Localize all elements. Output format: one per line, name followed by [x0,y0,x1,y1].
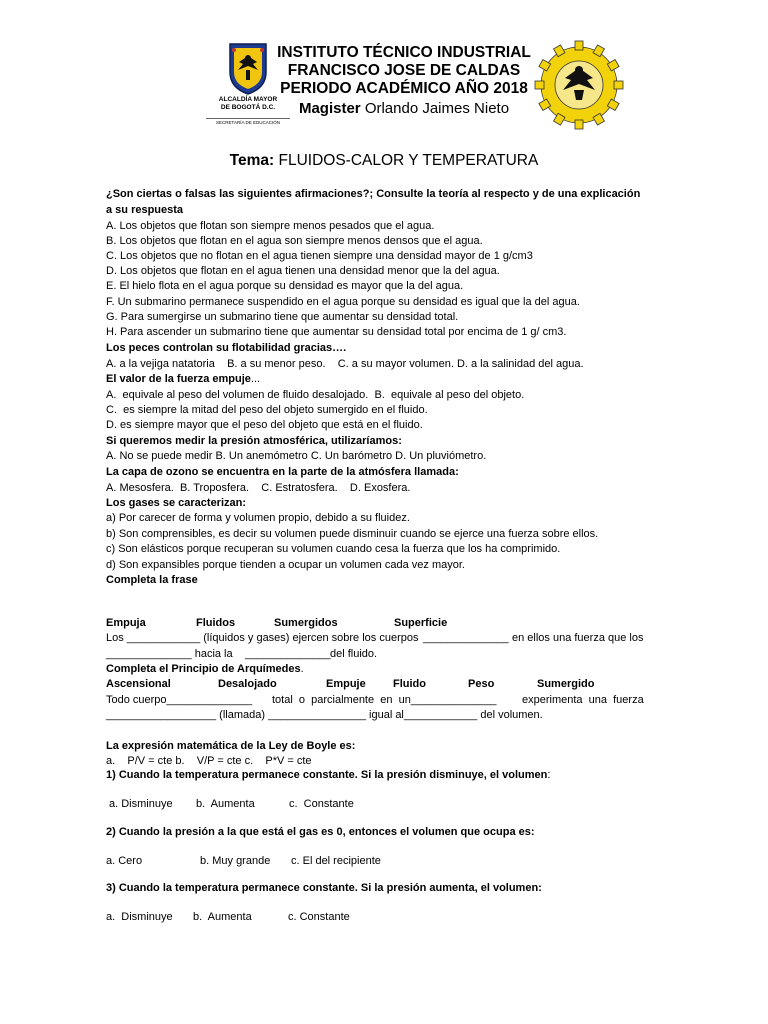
topic-value: FLUIDOS-CALOR Y TEMPERATURA [278,152,539,169]
buoyant-option: A. equivale al peso del volumen de fluido desalojado. B. equivale al peso del objeto. [106,389,525,401]
boyle-q1 [106,768,550,782]
word-bank-item: Fluidos [196,617,236,629]
magister-label: Magister [298,100,361,117]
pressure-question: Si queremos medir la presión atmosférica, utilizaríamos: [106,435,402,447]
buoyant-question [106,372,260,386]
boyle-q3: 3) Cuando la temperatura permanece constante. Si la presión aumenta, el volumen: [106,882,542,894]
word-bank-item: Ascensional [106,678,171,690]
boyle-q1-suffix: : [547,769,551,781]
fill-line-1b: ______________ [423,632,509,644]
institute-gear-logo-icon [534,40,624,130]
tf-item: F. Un submarino permanece suspendido en el agua porque su densidad es igual que la del agua. [106,296,580,308]
teacher-line [268,100,540,118]
boyle-q3-option: b. Aumenta [193,911,252,923]
fill-line-2a: ______________ hacia la [106,648,233,660]
tf-question-line2: a su respuesta [106,204,184,216]
ozone-question: La capa de ozono se encuentra en la parte de la atmósfera llamada: [106,466,459,478]
gases-option: d) Son expansibles porque tienden a ocupar un volumen cada vez mayor. [106,559,465,571]
buoyant-title: El valor de la fuerza empuje [106,373,251,385]
boyle-q1-text: 1) Cuando la temperatura permanece constante. Si la presión disminuye, el volumen [106,769,548,781]
word-bank-item: Superficie [394,617,448,629]
tf-item: A. Los objetos que flotan son siempre menos pesados que el agua. [106,220,435,232]
word-bank-item: Desalojado [218,678,277,690]
gases-option: a) Por carecer de forma y volumen propio, debido a su fluidez. [106,512,410,524]
pressure-options: A. No se puede medir B. Un anemómetro C. Un barómetro D. Un pluviómetro. [106,450,487,462]
boyle-q2-option: b. Muy grande [200,855,271,867]
tf-item: B. Los objetos que flotan en el agua son siempre menos densos que el agua. [106,235,483,247]
alcaldia-line2: DE BOGOTÁ D.C. [220,103,276,111]
boyle-q3-option: a. Disminuye [106,911,173,923]
word-bank-item: Empuje [326,678,366,690]
bogota-shield-icon [226,42,270,96]
tf-item: C. Los objetos que no flotan en el agua tienen siempre una densidad mayor de 1 g/cm3 [106,250,533,262]
tf-item: D. Los objetos que flotan en el agua tienen una densidad menor que la del agua. [106,265,500,277]
word-bank-item: Empuja [106,617,146,629]
boyle-question: La expresión matemática de la Ley de Boyle es: [106,740,356,752]
buoyant-option: C. es siempre la mitad del peso del objeto sumergido en el fluido. [106,404,428,416]
archimedes-line1c: experimenta una fuerza [522,694,644,706]
boyle-q3-option: c. Constante [288,911,350,923]
boyle-q2-option: a. Cero [106,855,143,867]
fill-line-1a: Los ____________ (líquidos y gases) ejercen sobre los cuerpos [106,632,419,644]
teacher-name: Orlando Jaimes Nieto [364,100,510,117]
topic-title [0,152,768,170]
fill-line-2c: del fluido. [330,648,378,660]
institute-name: INSTITUTO TÉCNICO INDUSTRIAL [277,44,531,61]
tf-item: E. El hielo flota en el agua porque su densidad es mayor que la del agua. [106,280,464,292]
boyle-q2: 2) Cuando la presión a la que está el gas es 0, entonces el volumen que ocupa es: [106,826,535,838]
academic-period: PERIODO ACADÉMICO AÑO 2018 [280,80,528,97]
archimedes-title-suffix: . [300,663,304,675]
archimedes-line1a: Todo cuerpo______________ [106,694,253,706]
archimedes-title-text: Completa el Principio de Arquímedes [106,663,301,675]
secretaria-text: SECRETARÍA DE EDUCACIÓN [206,118,290,125]
archimedes-line1b: total o parcialmente en un______________ [272,694,497,706]
tf-item: G. Para sumergirse un submarino tiene que aumentar su densidad total. [106,311,459,323]
boyle-q2-option: c. El del recipiente [291,855,381,867]
word-bank-item: Peso [468,678,495,690]
gases-option: c) Son elásticos porque recuperan su volumen cuando cesa la fuerza que los ha comprimido. [106,543,561,555]
boyle-q1-option: b. Aumenta [196,798,255,810]
fish-options: A. a la vejiga natatoria B. a su menor peso. C. a su mayor volumen. D. a la salinidad del agua. [106,358,584,370]
fill-line-2b: ______________ [245,648,331,660]
ozone-options: A. Mesosfera. B. Troposfera. C. Estratosfera. D. Exosfera. [106,482,411,494]
word-bank-item: Sumergidos [274,617,338,629]
archimedes-line2: __________________ (llamada) ________________ igual al____________ del volumen. [106,709,543,721]
fish-question: Los peces controlan su flotabilidad gracias…. [106,342,347,354]
institute-subname: FRANCISCO JOSE DE CALDAS [287,62,521,79]
gases-question: Los gases se caracterizan: [106,497,247,509]
topic-label: Tema: [229,152,275,169]
gases-option: b) Son comprensibles, es decir su volumen puede disminuir cuando se ejerce una fuerza sobre ellos. [106,528,599,540]
boyle-q1-option: c. Constante [289,798,354,810]
word-bank-item: Fluido [393,678,426,690]
word-bank-item: Sumergido [537,678,595,690]
archimedes-title [106,662,304,676]
tf-question-line1: ¿Son ciertas o falsas las siguientes afirmaciones?; Consulte la teoría al respecto y de una explicación [106,188,641,200]
complete-phrase-title: Completa la frase [106,574,198,586]
alcaldia-line1: ALCALDÍA MAYOR [218,96,278,103]
buoyant-option: D. es siempre mayor que el peso del objeto que está en el fluido. [106,419,423,431]
boyle-q1-option: a. Disminuye [109,798,173,810]
tf-item: H. Para ascender un submarino tiene que aumentar su densidad total por encima de 1 g/ cm3. [106,326,567,338]
boyle-options: a. P/V = cte b. V/P = cte c. P*V = cte [106,755,312,767]
buoyant-suffix: ... [250,373,261,385]
fill-line-1c: en ellos una fuerza que los [512,632,644,644]
